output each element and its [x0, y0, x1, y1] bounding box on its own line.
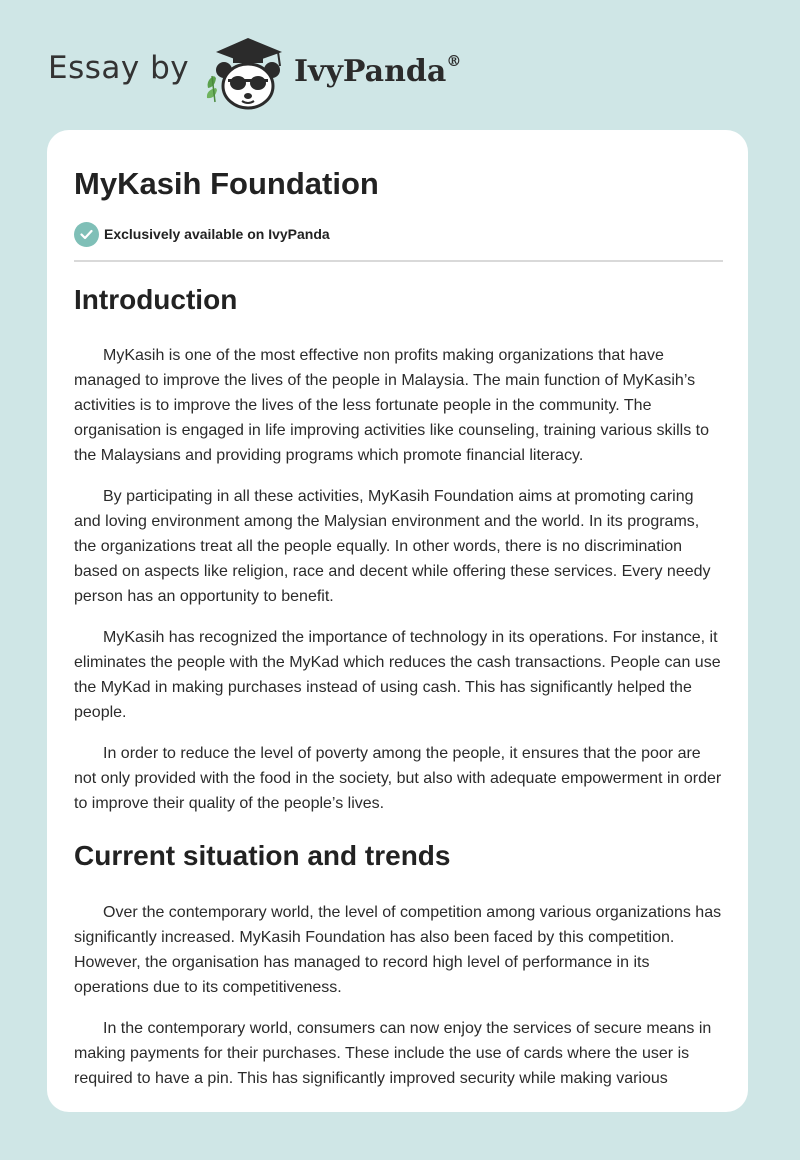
section-heading: Current situation and trends	[74, 840, 451, 871]
paragraph: In order to reduce the level of poverty among the people, it ensures that the poor are not only provided with the food in the society, but also with adequate empowerment in order to improve their quality of the people’s lives.	[74, 745, 722, 812]
badge-text: Exclusively available on IvyPanda	[104, 226, 330, 242]
ivypanda-logo-icon[interactable]	[200, 32, 296, 112]
paragraph: Over the contemporary world, the level of competition among various organizations has significantly increased. MyKasih Foundation has also been faced by this competition. However, the organisation has managed to record high level of performance in its operations due to its competitiveness.	[74, 904, 722, 996]
essay-by-label: Essay by	[48, 50, 190, 86]
page-title: MyKasih Foundation	[74, 166, 379, 201]
site-header	[0, 0, 800, 130]
brand-name[interactable]: IvyPanda®	[294, 52, 462, 89]
section-heading: Introduction	[74, 284, 238, 315]
essay-card	[47, 130, 748, 1112]
paragraph: MyKasih has recognized the importance of technology in its operations. For instance, it eliminates the people with the MyKad which reduces the cash transactions. People can use the MyKad in making purchases instead of using cash. This has significantly helped the people.	[74, 629, 721, 721]
paragraph: MyKasih is one of the most effective non profits making organizations that have managed to improve the lives of the people in Malaysia. The main function of MyKasih’s activities is to improve the lives of the less fortunate people in the community. The organisation is engaged in life improving activities like counseling, training various skills to the Malaysians and providing programs which promote financial literacy.	[74, 347, 709, 464]
paragraph: By participating in all these activities, MyKasih Foundation aims at promoting caring and loving environment among the Malysian environment and the world. In its programs, the organizations treat all the people equally. In other words, there is no discrimination based on aspects like religion, race and decent while offering these services. Every needy person has an opportunity to benefit.	[74, 488, 711, 605]
exclusive-badge	[74, 221, 723, 247]
registered-mark: ®	[446, 52, 462, 70]
article-body	[74, 163, 723, 1091]
check-circle-icon	[74, 222, 99, 247]
paragraph: In the contemporary world, consumers can now enjoy the services of secure means in making payments for their purchases. These include the use of cards where the user is required to have a pin. This has significantly improved security while making various	[74, 1020, 712, 1087]
divider	[74, 260, 723, 262]
ivy-leaf-icon	[207, 76, 217, 102]
